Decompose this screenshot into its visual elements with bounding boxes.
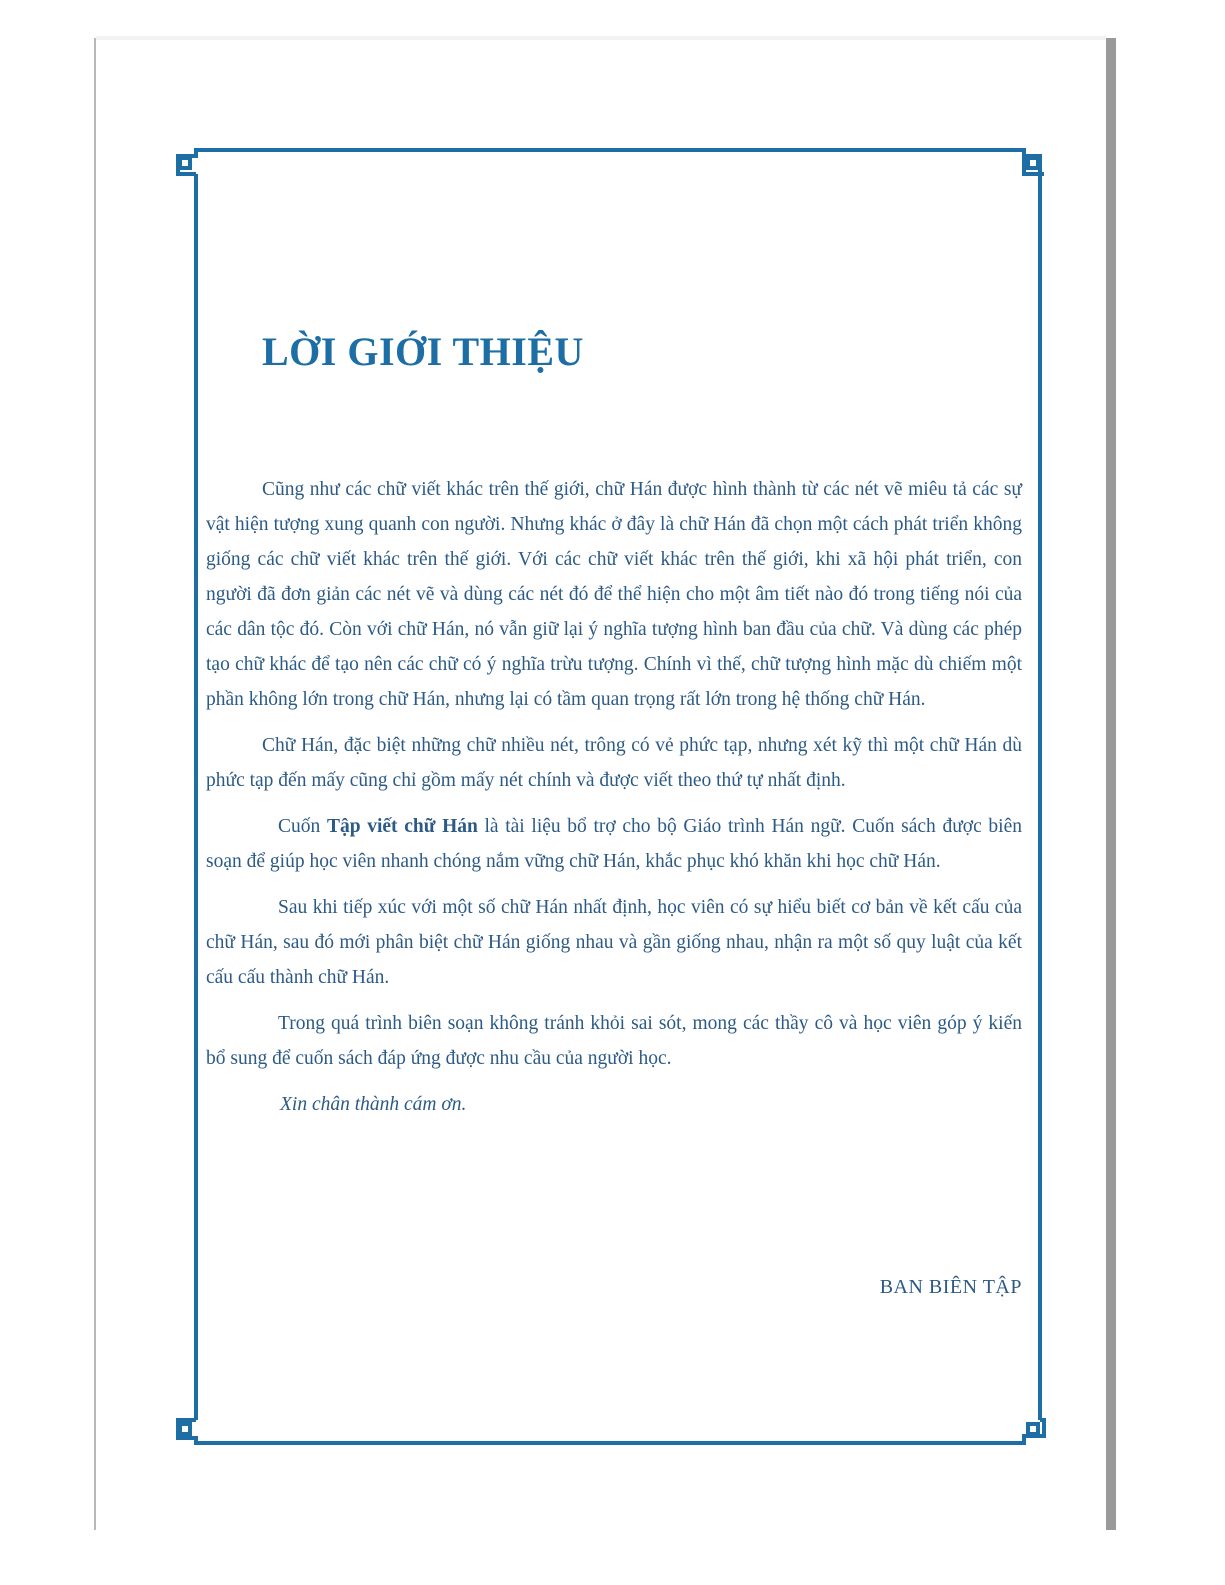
page-left-edge [94,38,96,1530]
paragraph-3-start: Cuốn [278,816,327,837]
corner-square-bottom-left [178,1422,192,1436]
paragraph-5: Trong quá trình biên soạn không tránh khỏi sai sót, mong các thầy cô và học viên góp ý kiến bổ sung để cuốn sách đáp ứng được nhu cầu của người học. [206,1013,1022,1069]
paragraph-2: Chữ Hán, đặc biệt những chữ nhiều nét, trông có vẻ phức tạp, nhưng xét kỹ thì một chữ Hán dù phức tạp đến mấy cũng chỉ gồm mấy nét chính và được viết theo thứ tự nhất định. [206,735,1022,791]
editorial-board-signature: BAN BIÊN TẬP [879,1276,1022,1298]
page-top-shade [96,36,1106,40]
page-right-edge [1106,38,1116,1530]
thanks-line: Xin chân thành cám ơn. [280,1094,467,1115]
paragraph-3-end: là tài liệu bổ trợ cho bộ Giáo trình Hán ngữ. Cuốn sách được biên soạn để giúp học viên nhanh chóng nắm vững chữ Hán, khắc phục khó khăn khi học chữ Hán. [206,816,1022,872]
book-title: Tập viết chữ Hán [326,816,478,837]
paragraph-3 [206,809,1022,879]
corner-square-bottom-right [1026,1422,1040,1436]
introduction-body [206,472,1022,1133]
page-title: LỜI GIỚI THIỆU [262,329,584,374]
corner-square-top-right [1026,156,1040,170]
corner-square-top-left [178,156,192,170]
paragraph-1: Cũng như các chữ viết khác trên thế giới, chữ Hán được hình thành từ các nét vẽ miêu tả các sự vật hiện tượng xung quanh con người. Nhưng khác ở đây là chữ Hán đã chọn một cách phát triển không giống các chữ viết khác trên thế giới. Với các chữ viết khác trên thế giới, khi xã hội phát triển, con người đã đơn giản các nét vẽ và dùng các nét đó để thể hiện cho một âm tiết nào đó trong tiếng nói của các dân tộc đó. Còn với chữ Hán, nó vẫn giữ lại ý nghĩa tượng hình ban đầu của chữ. Và dùng các phép tạo chữ khác để tạo nên các chữ có ý nghĩa trừu tượng. Chính vì thế, chữ tượng hình mặc dù chiếm một phần không lớn trong chữ Hán, nhưng lại có tầm quan trọng rất lớn trong hệ thống chữ Hán. [206,479,1022,710]
paragraph-4: Sau khi tiếp xúc với một số chữ Hán nhất định, học viên có sự hiểu biết cơ bản về kết cấu của chữ Hán, sau đó mới phân biệt chữ Hán giống nhau và gần giống nhau, nhận ra một số quy luật của kết cấu cấu thành chữ Hán. [206,897,1022,988]
